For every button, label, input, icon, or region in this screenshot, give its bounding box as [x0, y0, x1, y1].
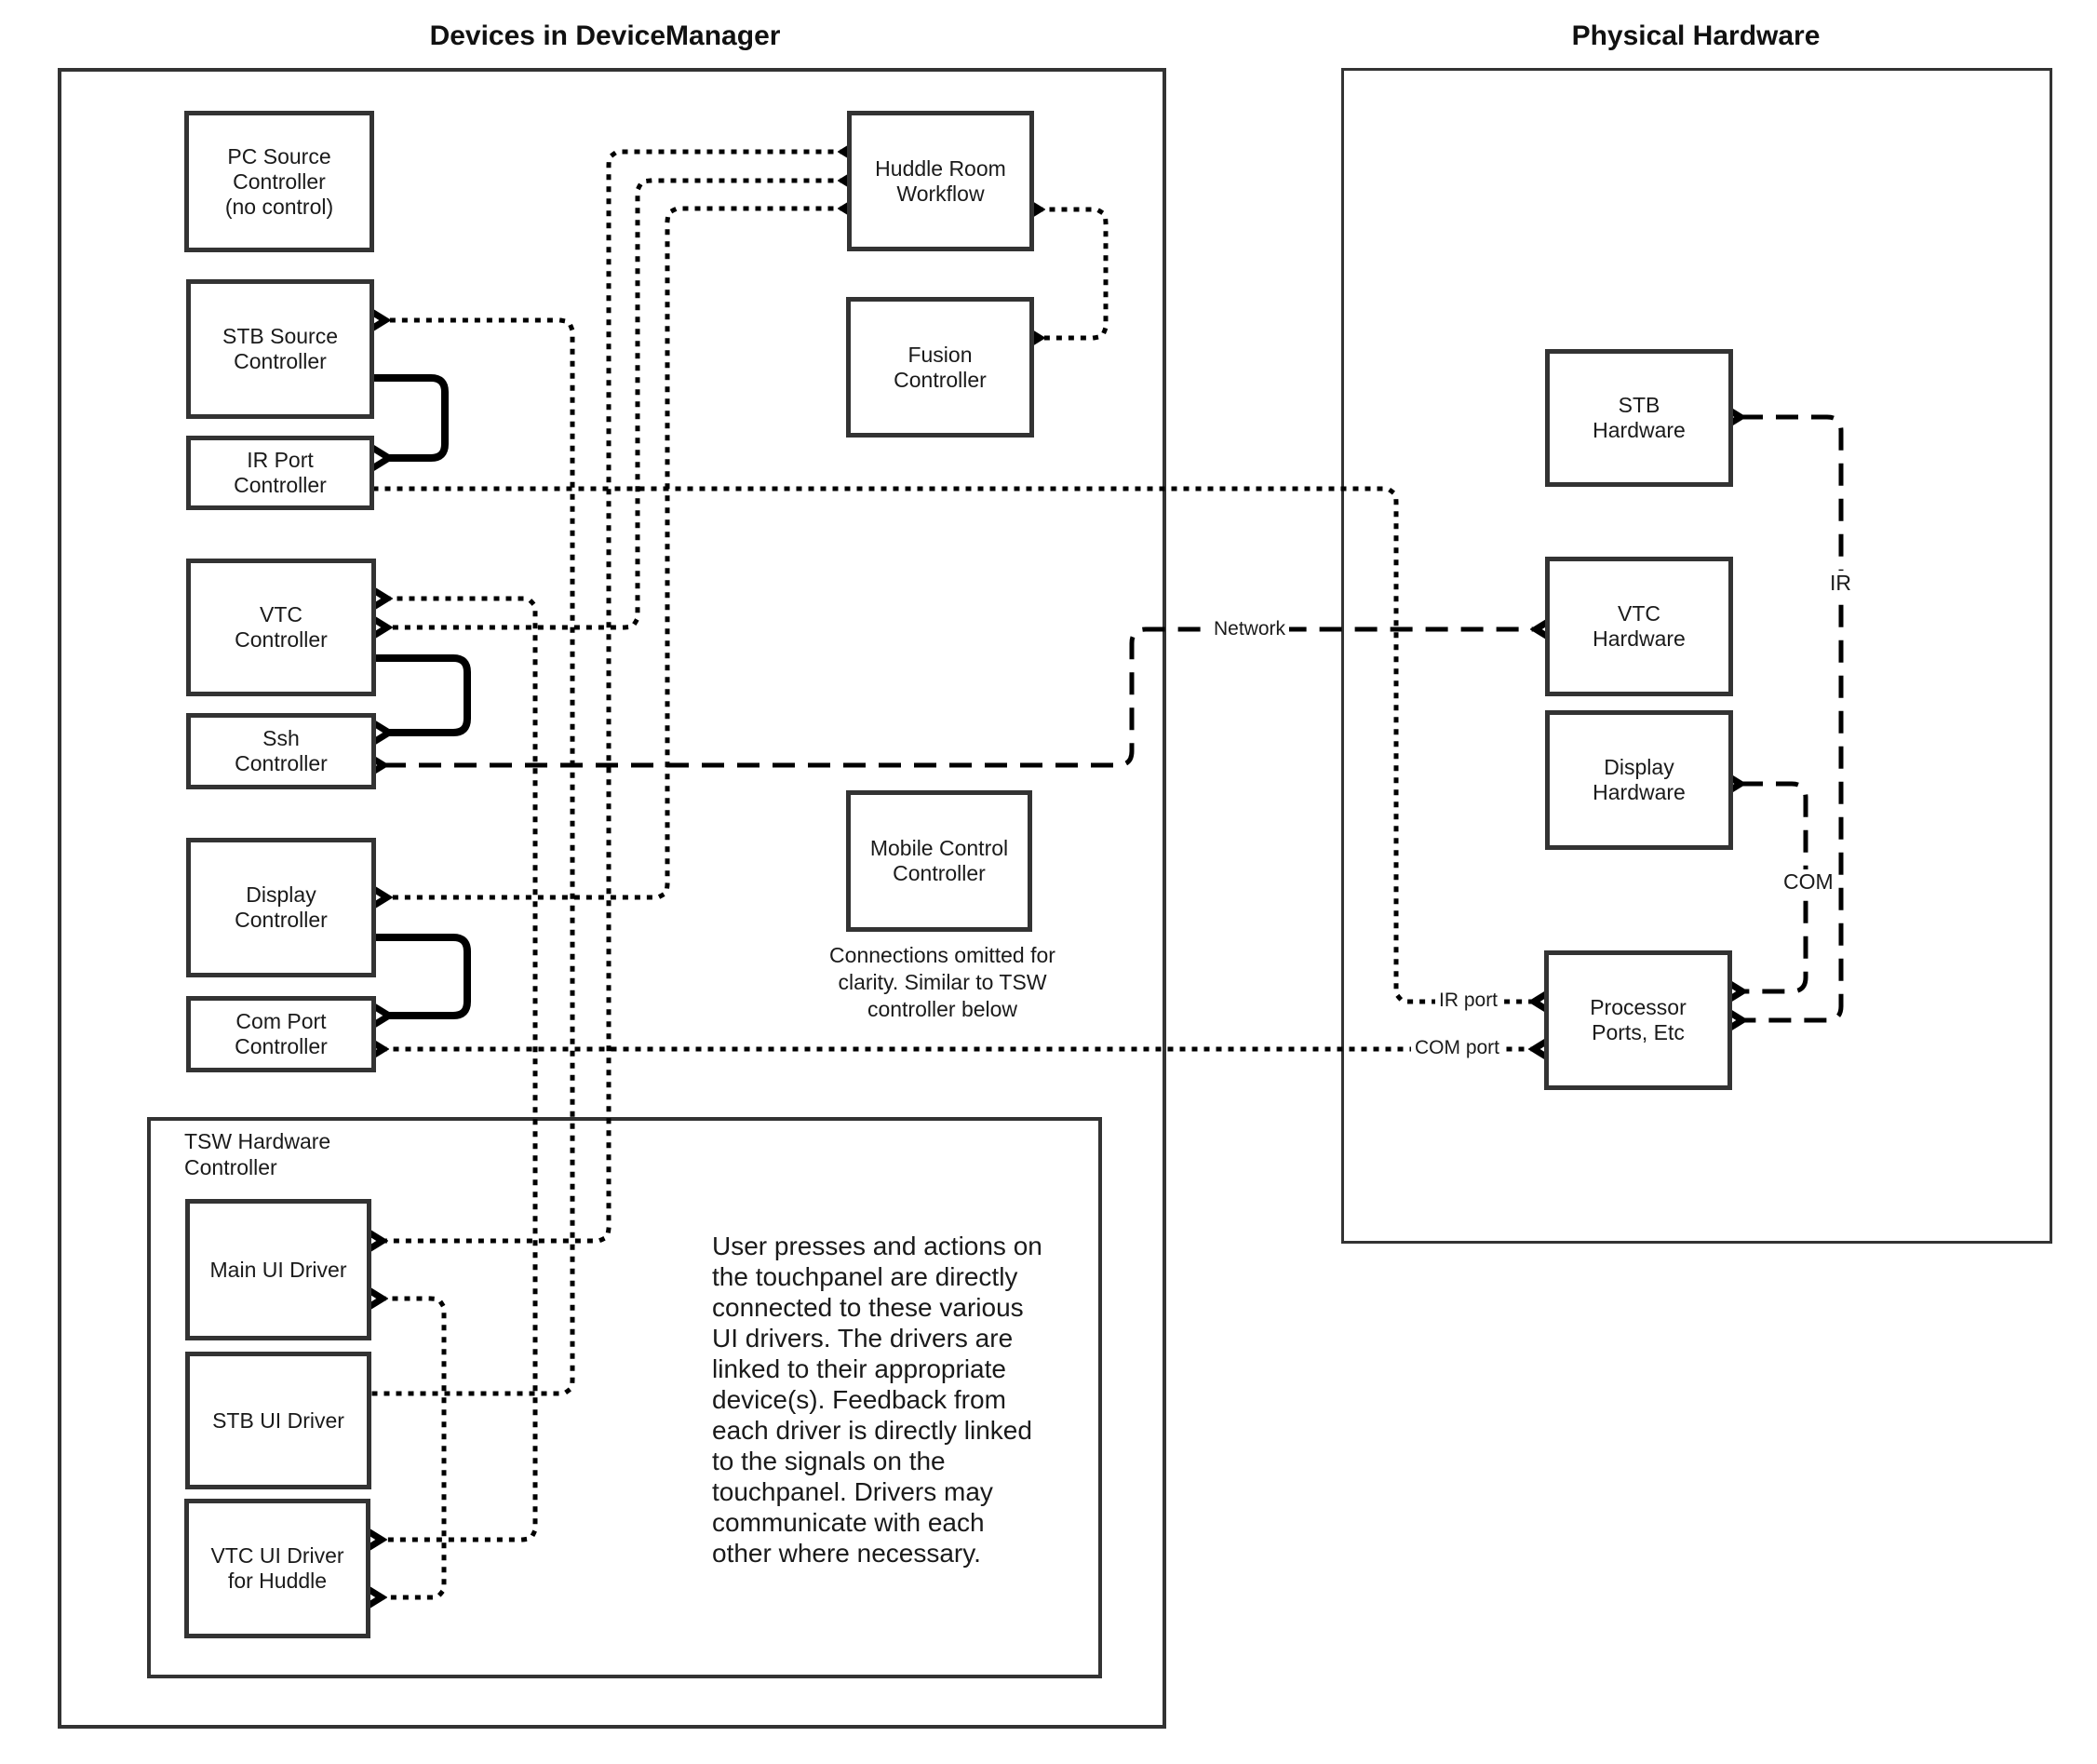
node-stb-source-controller — [186, 279, 374, 419]
node-label-line: Ports, Etc — [1592, 1020, 1685, 1044]
node-label-line: Main UI Driver — [209, 1257, 347, 1282]
paragraph-line: connected to these various — [712, 1293, 1024, 1322]
edge-huddle-fusion — [1040, 209, 1106, 338]
edge-main-ui-vtc-ui — [382, 1299, 444, 1597]
right-diagram-title: Physical Hardware — [1571, 20, 1821, 51]
left-diagram-title: Devices in DeviceManager — [429, 20, 781, 51]
node-mobile-control-controller — [846, 790, 1032, 932]
tsw-container-label-line1: TSW Hardware — [184, 1129, 331, 1153]
node-label-line: STB — [1618, 393, 1660, 417]
node-label-line: Display — [1604, 755, 1674, 779]
edge-stb-ui-to-stb-source — [374, 320, 572, 1394]
node-ssh-controller — [186, 713, 376, 789]
paragraph-line: linked to their appropriate — [712, 1354, 1006, 1383]
paragraph-line: to the signals on the — [712, 1447, 946, 1475]
node-label-line: PC Source — [227, 143, 331, 168]
node-label-line: STB UI Driver — [212, 1407, 344, 1433]
node-stb-hardware — [1545, 349, 1733, 487]
node-label-line: (no control) — [224, 194, 334, 219]
mobile-controller-caption — [796, 942, 1089, 1023]
node-label-line: Processor — [1590, 995, 1687, 1019]
node-label-line: Controller — [234, 349, 327, 373]
node-label-line: Controller — [235, 1034, 328, 1058]
node-label-line: VTC — [260, 602, 302, 626]
node-fusion-controller — [846, 297, 1034, 438]
node-label-line: Hardware — [1593, 780, 1686, 804]
paragraph-line: device(s). Feedback from — [712, 1385, 1006, 1414]
tsw-description-paragraph — [712, 1231, 1084, 1569]
network-wire-label: Network — [1210, 617, 1289, 641]
node-label-line: Ssh — [262, 726, 300, 750]
node-label-line: Com Port — [235, 1009, 327, 1033]
node-label-line: VTC — [1618, 601, 1660, 626]
node-label-line: Hardware — [1593, 626, 1686, 651]
com-port-wire-label: COM port — [1411, 1036, 1503, 1060]
node-processor-ports — [1544, 950, 1732, 1090]
node-main-ui-driver — [185, 1199, 371, 1340]
node-label-line: Controller — [235, 751, 328, 775]
paragraph-line: communicate with each — [712, 1508, 985, 1537]
paragraph-line: User presses and actions on — [712, 1232, 1042, 1260]
edge-display-to-com-port — [372, 937, 467, 1016]
node-vtc-controller — [186, 559, 376, 696]
node-label-line: Controller — [235, 908, 328, 932]
node-label-line: Huddle Room — [875, 155, 1006, 181]
node-vtc-hardware — [1545, 557, 1733, 696]
edge-vtc-to-ssh — [372, 658, 467, 733]
paragraph-line: touchpanel. Drivers may — [712, 1477, 993, 1506]
node-label-line: VTC UI Driver — [210, 1543, 344, 1568]
node-ir-port-controller — [186, 436, 374, 510]
node-label-line: Controller — [233, 168, 326, 194]
com-wire-label: COM — [1780, 869, 1837, 894]
node-label-line: for Huddle — [227, 1569, 328, 1593]
node-label-line: Display — [246, 882, 316, 907]
edge-stb-hw-ir-processor — [1741, 417, 1841, 1020]
paragraph-line: the touchpanel are directly — [712, 1262, 1018, 1291]
node-pc-source-controller — [184, 111, 374, 252]
node-display-hardware — [1545, 710, 1733, 850]
node-label-line: Controller — [235, 627, 328, 652]
paragraph-line: UI drivers. The drivers are — [712, 1324, 1014, 1353]
node-label-line: IR Port — [247, 448, 314, 472]
edge-huddle-display-controller — [387, 209, 843, 897]
node-display-controller — [186, 838, 376, 977]
edge-huddle-main-ui — [383, 152, 843, 1241]
edge-stb-source-to-ir-port — [372, 378, 445, 458]
edge-ssh-network-vtc-hw — [383, 629, 1536, 765]
node-label-line: Workflow — [896, 181, 985, 206]
edge-huddle-vtc-controller — [387, 181, 843, 627]
node-label-line: Hardware — [1593, 418, 1686, 442]
node-label-line: Controller — [234, 473, 327, 497]
ir-wire-label: IR — [1826, 571, 1855, 595]
caption-line: clarity. Similar to TSW — [838, 970, 1047, 994]
paragraph-line: each driver is directly linked — [712, 1416, 1032, 1445]
tsw-container-label — [184, 1128, 482, 1180]
node-stb-ui-driver — [185, 1352, 371, 1489]
node-label-line: Mobile Control — [869, 836, 1009, 860]
edge-vtc-controller-vtc-ui — [382, 599, 535, 1540]
node-label-line: STB Source — [222, 324, 338, 348]
node-label-line: Controller — [894, 367, 987, 392]
node-label-line: Controller — [893, 861, 986, 885]
caption-line: Connections omitted for — [829, 943, 1055, 967]
node-vtc-ui-driver — [184, 1499, 370, 1638]
ir-port-wire-label: IR port — [1435, 989, 1501, 1013]
paragraph-line: other where necessary. — [712, 1539, 981, 1568]
caption-line: controller below — [867, 997, 1018, 1021]
node-huddle-room-workflow — [847, 111, 1034, 251]
tsw-container-label-line2: Controller — [184, 1155, 277, 1179]
node-label-line: Fusion — [907, 342, 973, 367]
node-com-port-controller — [186, 996, 376, 1072]
